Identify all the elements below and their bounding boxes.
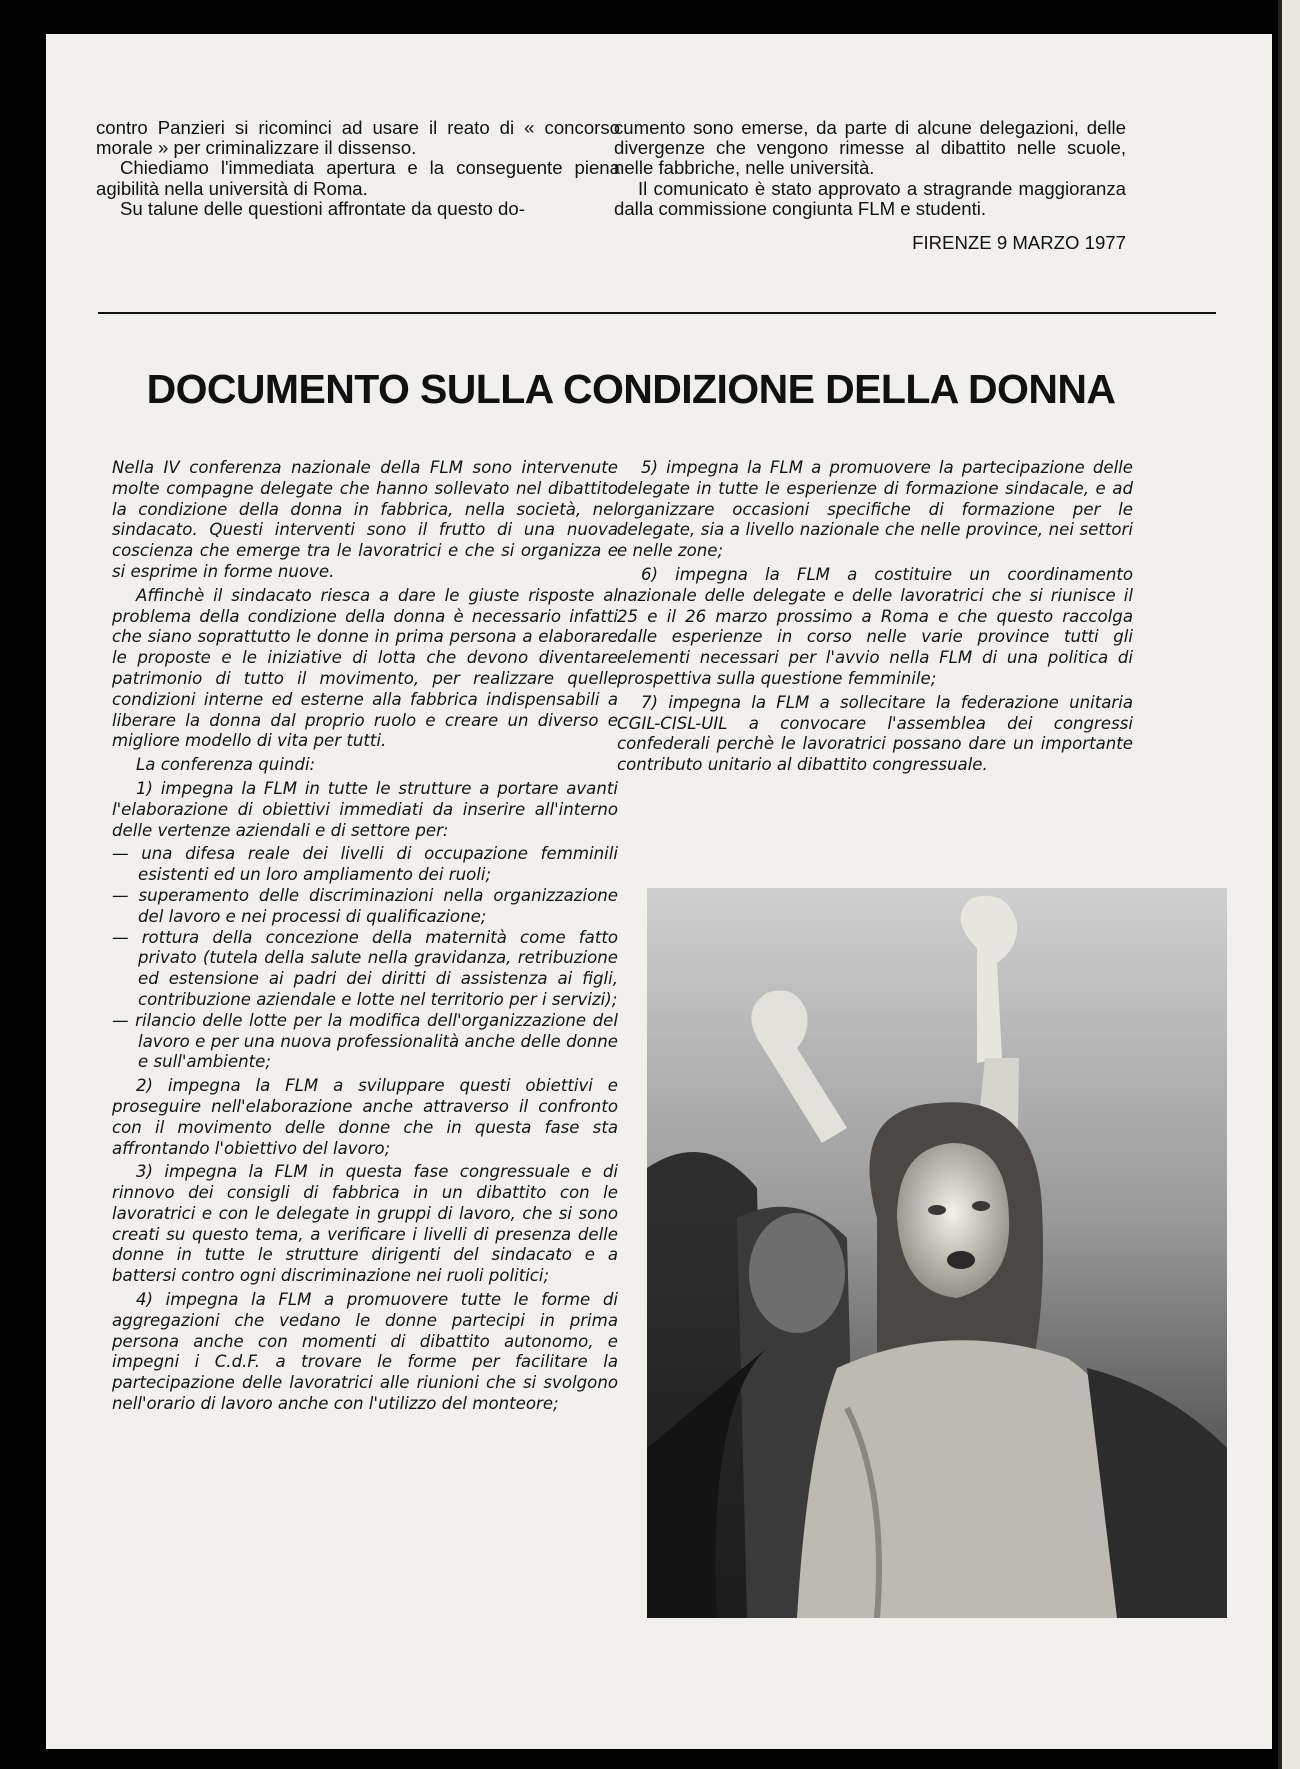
top-right-paragraph-1: cumento sono emerse, da parte di alcune delegazioni, delle divergenze che vengono rimesse al dibattito nelle scuole, nelle fabbriche, nelle università. [614, 117, 1126, 179]
body-right-column [617, 458, 1133, 779]
resolution-item-5: 5) impegna la FLM a promuovere la partecipazione delle delegate in tutte le esperienze di formazione sindacale, e ad organizzare occasioni specifiche di formazione per le delegate, sia a livello nazionale che nelle province, nei settori e nelle zone; [617, 458, 1133, 561]
dash-item-4: — rilancio delle lotte per la modifica dell'organizzazione del lavoro e per una nuova professionalità anche delle donne e sull'ambiente; [112, 1010, 618, 1072]
dateline: FIRENZE 9 MARZO 1977 [912, 232, 1126, 254]
resolution-item-6: 6) impegna la FLM a costituire un coordinamento nazionale delle delegate e delle lavoratrici che si riunisce il 25 e il 26 marzo prossimo a Roma e che questo raccolga dalle esperienze in corso nelle varie province tutti gli elementi necessari per l'avvio nella FLM di una politica di prospettiva sulla questione femminile; [617, 564, 1133, 688]
page-gutter-shadow [1278, 0, 1282, 1769]
resolution-item-3: 3) impegna la FLM in questa fase congressuale e di rinnovo dei consigli di fabbrica in un dibattito con le lavoratrici e con le delegate in gruppi di lavoro, che si sono creati su questo tema, a verificare i livelli di presenza delle donne in tutte le strutture dirigenti del sindacato e a battersi contro ogni discriminazione nei ruoli politici; [112, 1162, 618, 1286]
intro-paragraph-1: Nella IV conferenza nazionale della FLM sono intervenute molte compagne delegate che hanno sollevato nel dibattito la condizione della donna in fabbrica, nella società, nel sindacato. Questi interventi sono il frutto di una nuova coscienza che emerge tra le lavoratrici e che si organizza e si esprime in forme nuove. [112, 458, 618, 581]
protest-photo [647, 888, 1227, 1618]
document-page [46, 34, 1272, 1749]
top-left-paragraph-1: contro Panzieri si ricominci ad usare il reato di « concorso morale » per criminalizzare il dissenso. [96, 117, 620, 159]
adjacent-page-edge [1278, 0, 1300, 1769]
top-left-column [96, 118, 620, 219]
resolution-item-7: 7) impegna la FLM a sollecitare la federazione unitaria CGIL-CISL-UIL a convocare l'assemblea dei congressi confederali perchè le lavoratrici possano dare un importante contributo unitario al dibattito congressuale. [617, 692, 1133, 775]
top-right-column [614, 118, 1126, 253]
body-left-column [112, 458, 618, 1418]
dash-item-3: — rottura della concezione della maternità come fatto privato (tutela della salute nella gravidanza, retribuzione ed estensione ai padri dei diritti di assistenza ai figli, contribuzione aziendale e lotte nel territorio per i servizi); [112, 927, 618, 1009]
intro-paragraph-2: Affinchè il sindacato riesca a dare le giuste risposte al problema della condizione della donna è necessario infatti che siano soprattutto le donne in prima persona a elaborare le proposte e le iniziative di lotta che devono diventare patrimonio di tutto il movimento, per realizzare quelle condizioni interne ed esterne alla fabbrica indispensabili a liberare la donna dal proprio ruolo e creare un diverso e migliore modello di vita per tutti. [112, 585, 618, 751]
dash-item-1: — una difesa reale dei livelli di occupazione femminili esistenti ed un loro ampliamento dei ruoli; [112, 844, 618, 885]
top-left-paragraph-3: Su talune delle questioni affrontate da questo do- [120, 197, 525, 219]
resolution-item-4: 4) impegna la FLM a promuovere tutte le forme di aggregazioni che vedano le donne partecipi in prima persona anche con momenti di dibattito autonomo, e impegni i C.d.F. a trovare le forme per facilitare la partecipazione delle lavoratrici alle riunioni che si svolgono nell'orario di lavoro anche con l'utilizzo del monteore; [112, 1290, 618, 1414]
section-divider [98, 312, 1216, 314]
top-right-paragraph-2: Il comunicato è stato approvato a stragrande maggioranza dalla commissione congiunta FLM e studenti. [614, 177, 1126, 219]
resolution-lead: La conferenza quindi: [136, 755, 316, 775]
top-left-paragraph-2: Chiediamo l'immediata apertura e la conseguente piena agibilità nella università di Roma. [96, 157, 620, 199]
protest-photo-image [647, 888, 1227, 1618]
resolution-item-2: 2) impegna la FLM a sviluppare questi obiettivi e proseguire nell'elaborazione anche attraverso il confronto con il movimento delle donne che in questa fase sta affrontando l'obiettivo del lavoro; [112, 1076, 618, 1158]
article-headline: DOCUMENTO SULLA CONDIZIONE DELLA DONNA [146, 366, 1116, 412]
dash-item-2: — superamento delle discriminazioni nella organizzazione del lavoro e nei processi di qualificazione; [112, 885, 618, 926]
resolution-item-1: 1) impegna la FLM in tutte le strutture a portare avanti l'elaborazione di obiettivi immediati da inserire all'interno delle vertenze aziendali e di settore per: [112, 778, 618, 840]
